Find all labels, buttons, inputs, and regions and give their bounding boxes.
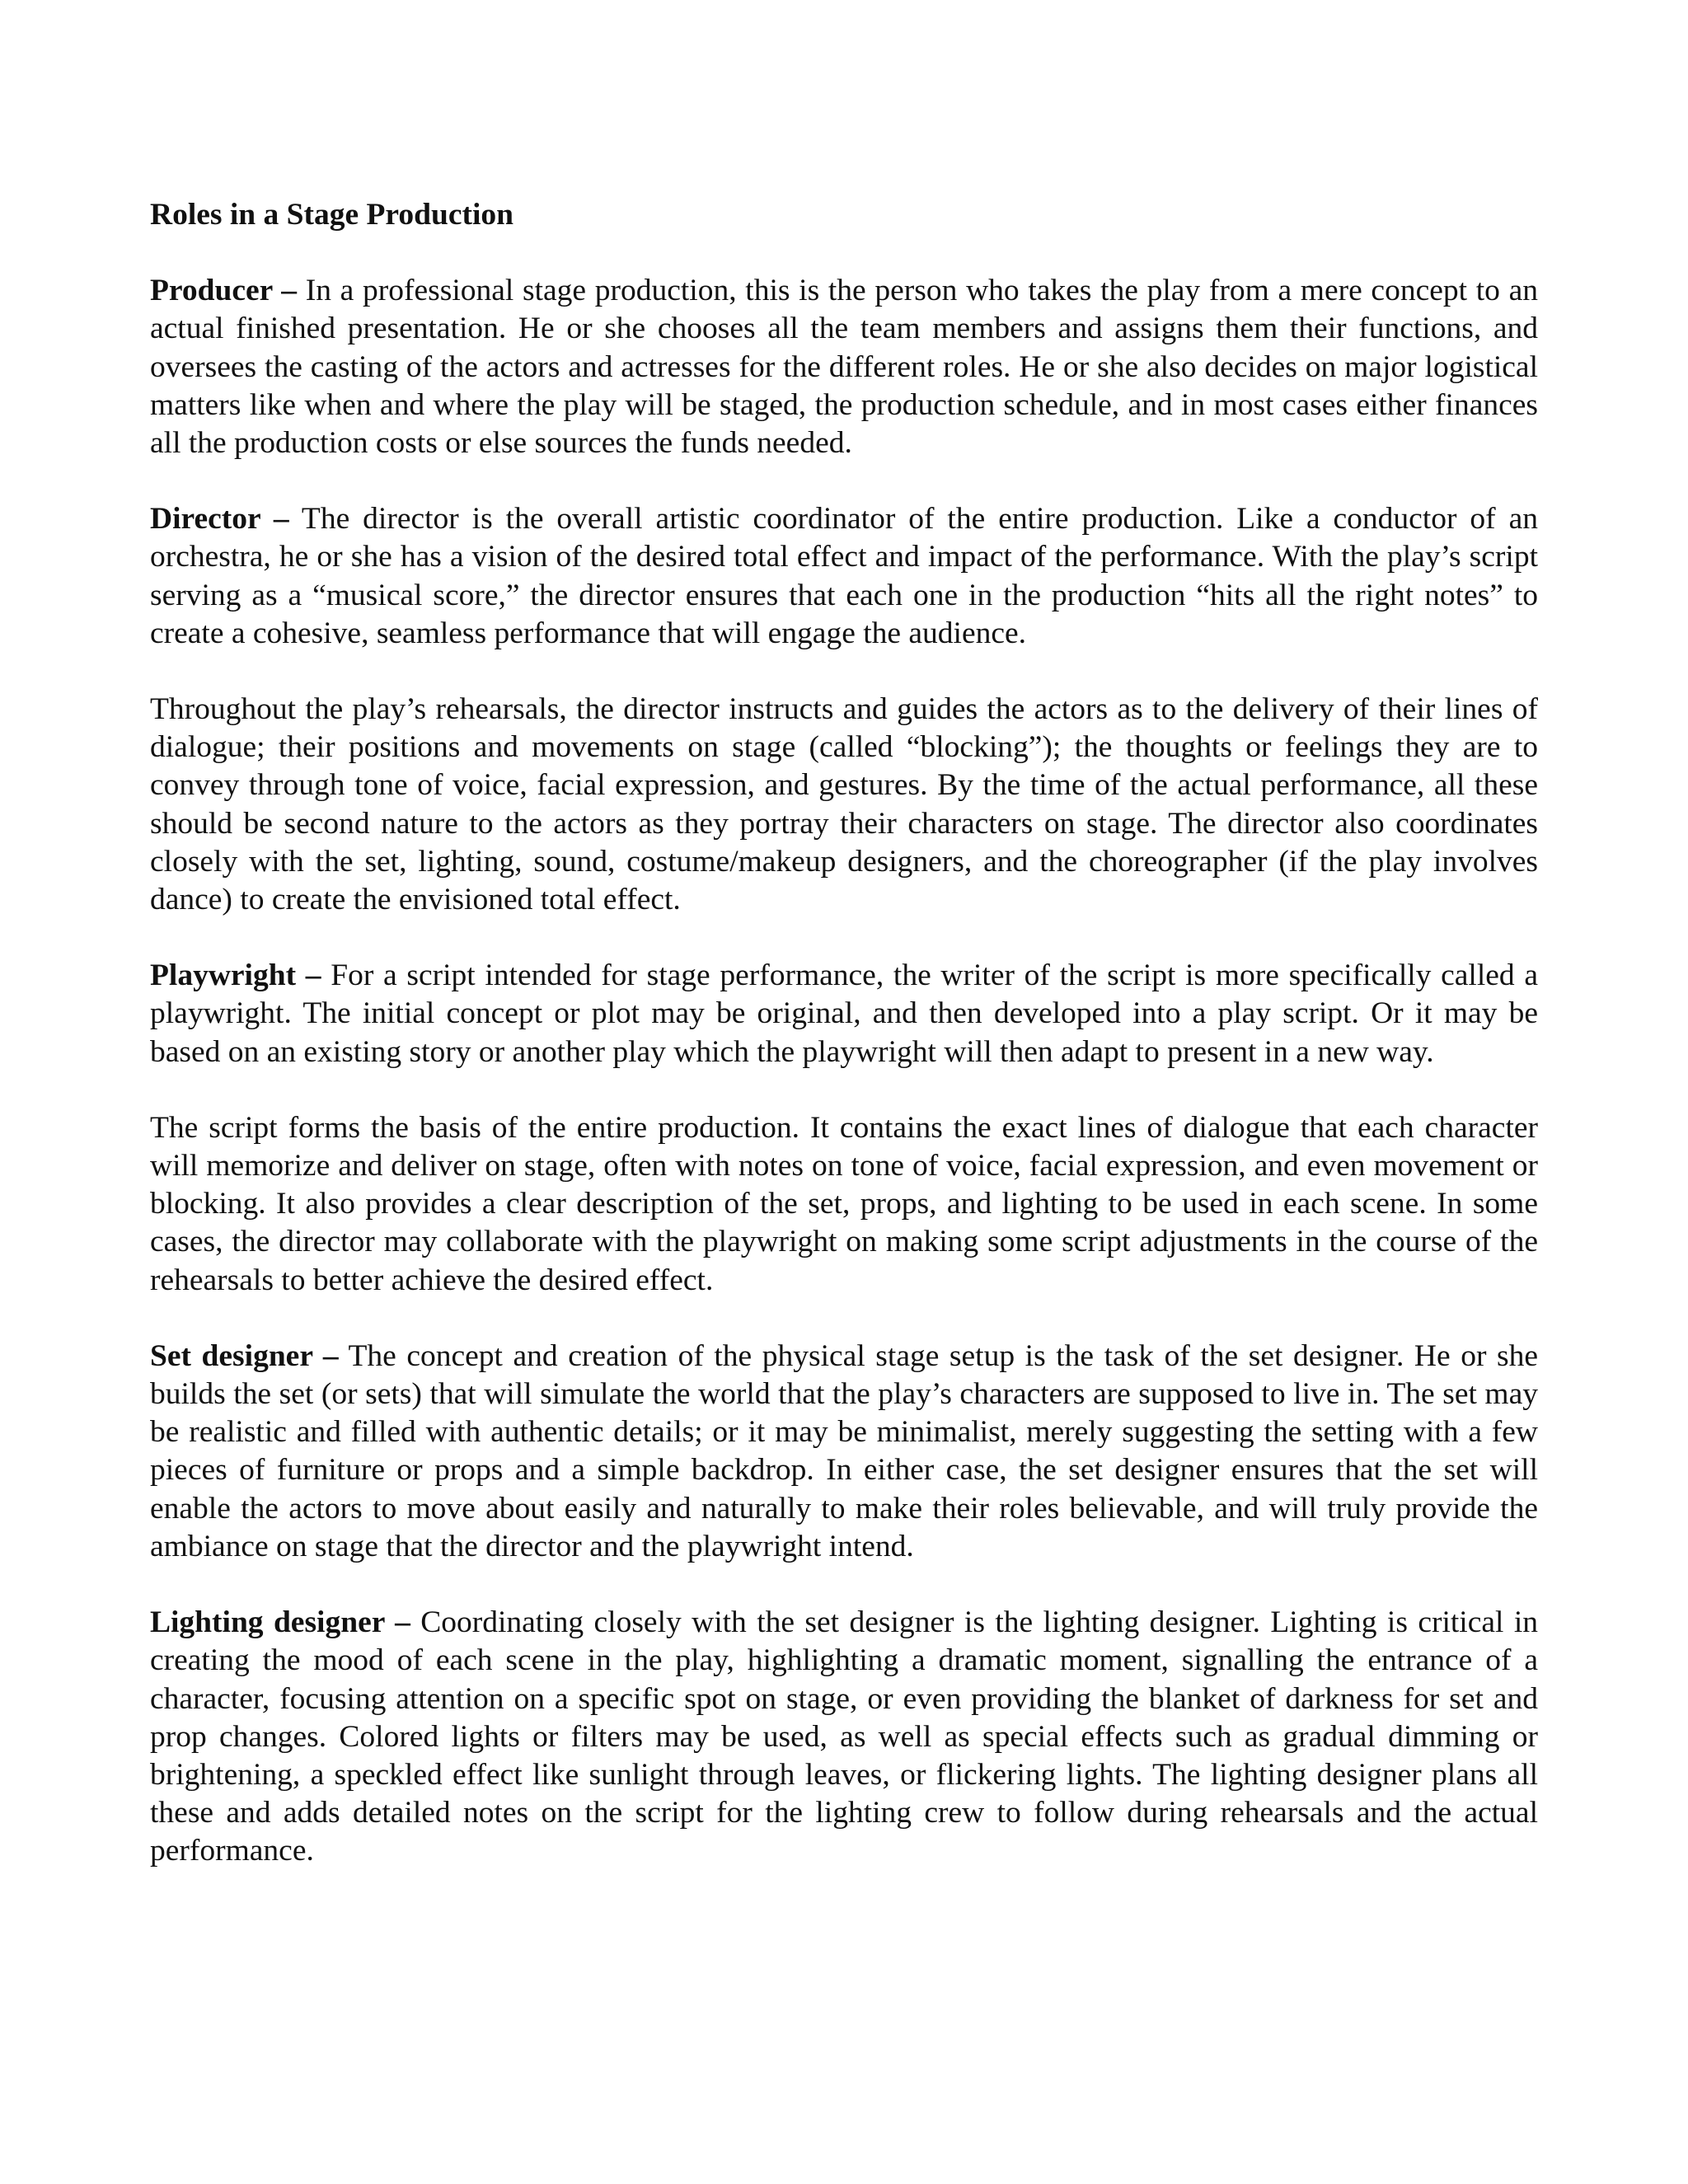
paragraph-text: Coordinating closely with the set designer is the lighting designer. Lighting is critical in creating the mood of each scene in the play, highlighting a dramatic moment, signalling the entrance of a character, focusing attention on a specific spot on stage, or even providing the blanket of darkness for set and prop changes. Colored lights or filters may be used, as well as special effects such as gradual dimming or brightening, a speckled effect like sunlight through leaves, or flickering lights. The lighting designer plans all these and adds detailed notes on the script for the lighting crew to follow during rehearsals and the actual performance. [150, 1605, 1538, 1868]
paragraph-text: For a script intended for stage performance, the writer of the script is more specifically called a playwright. The initial concept or plot may be original, and then developed into a play script. Or it may be based on an existing story or another play which the playwright will then adapt to present in a new way. [150, 958, 1538, 1069]
term-lighting-designer: Lighting designer – [150, 1605, 410, 1640]
paragraph-set-designer [150, 1338, 1538, 1566]
paragraph-producer [150, 272, 1538, 462]
paragraph-director-rehearsals [150, 691, 1538, 919]
term-set-designer: Set designer – [150, 1338, 339, 1373]
paragraph-lighting-designer [150, 1604, 1538, 1870]
term-director: Director – [150, 502, 289, 537]
paragraph-director [150, 500, 1538, 653]
document-page [150, 196, 1538, 1871]
paragraph-text: The concept and creation of the physical stage setup is the task of the set designer. He or she builds the set (or sets) that will simulate the world that the play’s characters are supposed to live in. The set may be realistic and filled with authentic details; or it may be minimalist, merely suggesting the setting with a few pieces of furniture or props and a simple backdrop. In either case, the set designer ensures that the set will enable the actors to move about easily and naturally to make their roles believable, and will truly provide the ambiance on stage that the director and the playwright intend. [150, 1338, 1538, 1563]
paragraph-script [150, 1109, 1538, 1300]
term-playwright: Playwright – [150, 958, 321, 993]
document-title: Roles in a Stage Production [150, 198, 513, 232]
paragraph-playwright [150, 957, 1538, 1071]
paragraph-text: The director is the overall artistic coordinator of the entire production. Like a conductor of an orchestra, he or she has a vision of the desired total effect and impact of the performance. With the play’s script serving as a “musical score,” the director ensures that each one in the production “hits all the right notes” to create a cohesive, seamless performance that will engage the audience. [150, 502, 1538, 650]
term-producer: Producer – [150, 274, 298, 308]
paragraph-text: The script forms the basis of the entire production. It contains the exact lines of dialogue that each character will memorize and deliver on stage, often with notes on tone of voice, facial expression, and even movement or blocking. It also provides a clear description of the set, props, and lighting to be used in each scene. In some cases, the director may collaborate with the playwright on making some script adjustments in the course of the rehearsals to better achieve the desired effect. [150, 1110, 1538, 1297]
paragraph-text: In a professional stage production, this is the person who takes the play from a mere concept to an actual finished presentation. He or she chooses all the team members and assigns them their functions, and oversees the casting of the actors and actresses for the different roles. He or she also decides on major logistical matters like when and where the play will be staged, the production schedule, and in most cases either finances all the production costs or else sources the funds needed. [150, 274, 1538, 461]
paragraph-text: Throughout the play’s rehearsals, the director instructs and guides the actors as to the delivery of their lines of dialogue; their positions and movements on stage (called “blocking”); the thoughts or feelings they are to convey through tone of voice, facial expression, and gestures. By the time of the actual performance, all these should be second nature to the actors as they portray their characters on stage. The director also coordinates closely with the set, lighting, sound, costume/makeup designers, and the choreographer (if the play involves dance) to create the envisioned total effect. [150, 692, 1538, 917]
